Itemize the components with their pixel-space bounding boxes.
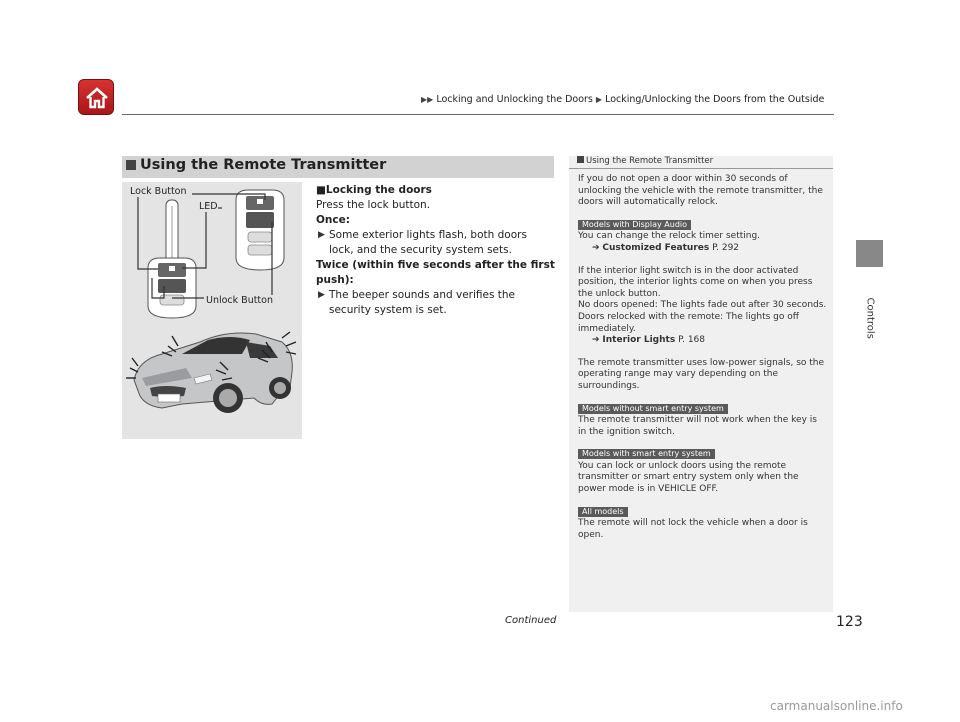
once-result-2: lock, and the security system sets. [329, 244, 512, 256]
subheading: ■Locking the doors [316, 184, 432, 196]
section-header [122, 156, 554, 178]
twice-result-2: security system is set. [329, 304, 447, 316]
breadcrumb-item[interactable]: Locking/Unlocking the Doors from the Outside [605, 94, 825, 105]
square-bullet-icon: ■ [316, 184, 326, 196]
note-paragraph: If the interior light switch is in the door activated position, the interior lights come on when you press the unlock button. [578, 265, 813, 299]
note-paragraph: You can lock or unlock doors using the remote transmitter or smart entry system only when the power mode is in VEHICLE OFF. [578, 460, 799, 495]
section-title: Using the Remote Transmitter [140, 157, 387, 173]
breadcrumb [421, 94, 824, 105]
reference-arrow-icon: ➔ [592, 335, 600, 346]
header-rule [122, 114, 834, 115]
note-paragraph: No doors opened: The lights fade out after 30 seconds. [578, 300, 827, 311]
notes-panel [569, 156, 833, 612]
page-number: 123 [836, 614, 863, 630]
model-tag: All models [578, 507, 628, 517]
twice-result: ▶ The beeper sounds and verifies the [318, 289, 516, 301]
main-content [316, 183, 556, 318]
key-fob-image [122, 182, 302, 439]
remote-illustration [122, 182, 302, 439]
cross-reference[interactable]: ➔ Interior Lights P. 168 [592, 335, 706, 346]
lock-button-label: Lock Button [130, 186, 187, 197]
result-arrow-icon: ▶ [318, 290, 325, 300]
note-paragraph: Doors relocked with the remote: The lights go off immediately. [578, 311, 799, 334]
chapter-tab[interactable] [856, 240, 883, 267]
arrow-icon: ▶ [595, 95, 603, 104]
once-result: ▶ Some exterior lights flash, both doors [318, 229, 527, 241]
continued-label: Continued [505, 615, 557, 626]
double-arrow-icon: ▶▶ [421, 95, 434, 104]
cross-reference[interactable]: ➔ Customized Features P. 292 [592, 242, 740, 253]
note-paragraph: The remote transmitter will not work when the key is in the ignition switch. [578, 415, 817, 437]
notes-title: Using the Remote Transmitter [569, 156, 833, 166]
note-paragraph: The remote transmitter uses low-power signals, so the operating range may vary depending on the surroundings. [578, 357, 825, 391]
model-tag: Models with Display Audio [578, 220, 691, 230]
model-tag: Models with smart entry system [578, 449, 715, 459]
unlock-button-label: Unlock Button [206, 295, 273, 306]
note-paragraph: You can change the relock timer setting. [578, 231, 761, 242]
twice-label: Twice (within five seconds after the first [316, 259, 555, 271]
once-label: Once: [316, 214, 350, 226]
square-bullet-icon [126, 160, 136, 170]
note-paragraph: The remote will not lock the vehicle when a door is open. [578, 518, 808, 540]
model-tag: Models without smart entry system [578, 404, 728, 414]
watermark: carmanualsonline.info [770, 699, 903, 713]
led-label: LED [199, 201, 218, 212]
notes-rule [569, 168, 833, 169]
note-paragraph: If you do not open a door within 30 seconds of unlocking the vehicle with the remote transmitter, the doors will automatically relock. [578, 174, 823, 208]
breadcrumb-item[interactable]: Locking and Unlocking the Doors [436, 94, 593, 105]
note-icon [577, 156, 584, 163]
twice-label-2: push): [316, 274, 354, 286]
chapter-label: Controls [864, 297, 876, 339]
result-arrow-icon: ▶ [318, 230, 325, 240]
house-icon [84, 85, 110, 111]
reference-arrow-icon: ➔ [592, 242, 600, 253]
intro-text: Press the lock button. [316, 199, 431, 211]
home-button[interactable] [78, 79, 114, 115]
notes-body [578, 174, 828, 552]
